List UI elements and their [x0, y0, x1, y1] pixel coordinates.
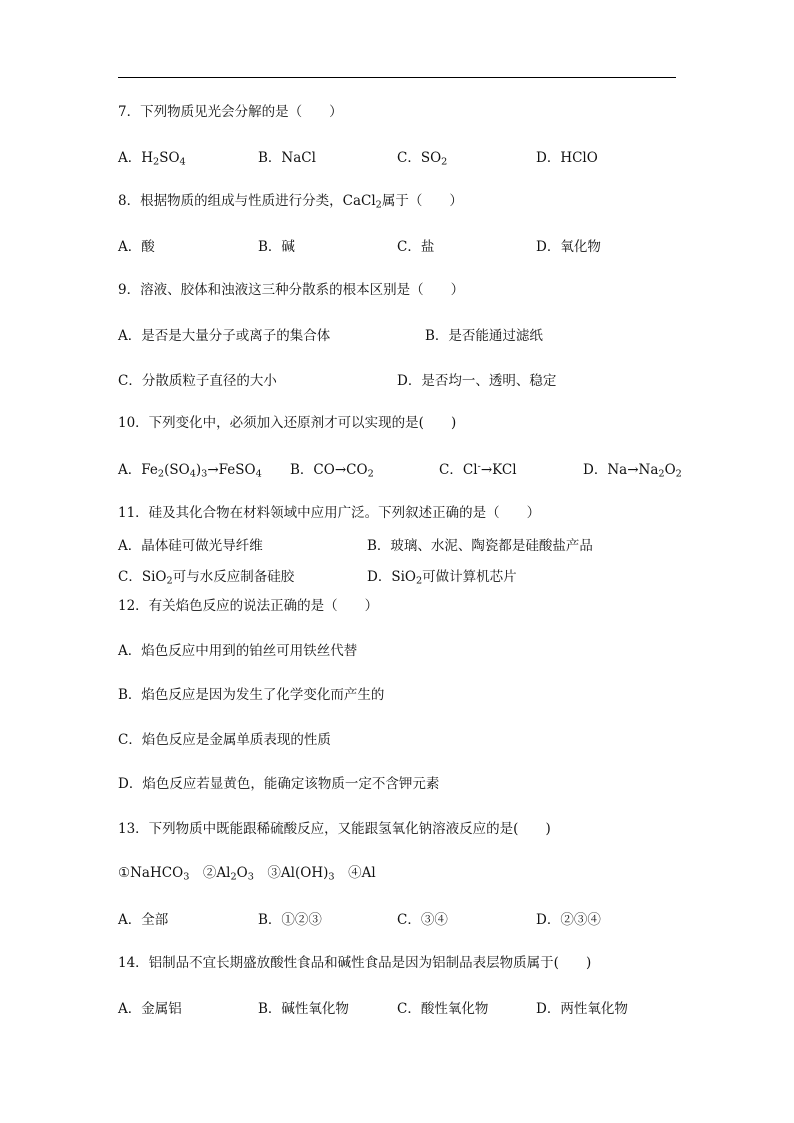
question-13-stem: 13．下列物质中既能跟稀硫酸反应，又能跟氢氧化钠溶液反应的是( ) [118, 821, 551, 837]
question-12-option-c: C．焰色反应是金属单质表现的性质 [118, 732, 331, 748]
question-7-option-d: D．HClO [536, 150, 598, 166]
question-8-option-a: A．酸 [118, 239, 155, 255]
question-12-option-a: A．焰色反应中用到的铂丝可用铁丝代替 [118, 643, 358, 659]
question-7-stem: 7．下列物质见光会分解的是（ ） [118, 104, 343, 120]
question-9-option-a: A．是否是大量分子或离子的集合体 [118, 328, 331, 344]
question-12-option-d: D．焰色反应若显黄色，能确定该物质一定不含钾元素 [118, 776, 440, 792]
question-12-option-b: B．焰色反应是因为发生了化学变化而产生的 [118, 687, 385, 703]
question-7-option-a: A．$H_2SO_4$ [118, 150, 186, 168]
question-10-option-c: C．Cl-→KCl [439, 461, 517, 478]
question-8-option-b: B．碱 [258, 239, 295, 255]
question-13-option-c: C．③④ [397, 912, 448, 928]
question-11-option-c: C．SiO$_2$可与水反应制备硅胶 [118, 569, 295, 587]
question-14-option-a: A．金属铝 [118, 1001, 182, 1017]
question-14-option-d: D．两性氧化物 [536, 1001, 628, 1017]
question-13-option-b: B．①②③ [258, 912, 322, 928]
question-13-substances: ①NaHCO$_3$ $②Al_2O_3$ $③Al(OH)_3$ ④Al [118, 865, 376, 883]
question-7-option-c: C．$SO_2$ [397, 150, 448, 168]
question-14-option-c: C．酸性氧化物 [397, 1001, 489, 1017]
question-8-stem: 8．根据物质的组成与性质进行分类，CaCl$_2$属于（ ） [118, 193, 463, 211]
question-9-option-b: B．是否能通过滤纸 [425, 328, 543, 344]
question-14-stem: 14．铝制品不宜长期盛放酸性食品和碱性食品是因为铝制品表层物质属于( ) [118, 955, 592, 971]
question-11-stem: 11．硅及其化合物在材料领域中应用广泛。下列叙述正确的是（ ） [118, 505, 541, 521]
question-10-option-d: D．$Na\to Na_2O_2$ [583, 462, 682, 480]
question-13-option-d: D．②③④ [536, 912, 601, 928]
question-7-option-b: B．NaCl [258, 150, 316, 166]
question-9-stem: 9．溶液、胶体和浊液这三种分散系的根本区别是（ ） [118, 282, 465, 298]
question-11-option-b: B．玻璃、水泥、陶瓷都是硅酸盐产品 [367, 538, 593, 554]
question-10-option-b: B．$CO\to CO_2$ [290, 462, 374, 480]
question-9-option-c: C．分散质粒子直径的大小 [118, 373, 277, 389]
question-9-option-d: D．是否均一、透明、稳定 [397, 373, 557, 389]
question-11-option-d: D．SiO$_2$可做计算机芯片 [367, 569, 517, 587]
question-11-option-a: A．晶体硅可做光导纤维 [118, 538, 263, 554]
question-10-option-a: A．$Fe_2(SO_4)_3\to FeSO_4$ [118, 462, 262, 480]
question-8-option-c: C．盐 [397, 239, 435, 255]
header-rule [118, 77, 676, 78]
question-8-option-d: D．氧化物 [536, 239, 601, 255]
question-12-stem: 12．有关焰色反应的说法正确的是（ ） [118, 598, 379, 614]
question-10-stem: 10．下列变化中，必须加入还原剂才可以实现的是( ) [118, 415, 457, 431]
question-13-option-a: A．全部 [118, 912, 169, 928]
question-14-option-b: B．碱性氧化物 [258, 1001, 349, 1017]
